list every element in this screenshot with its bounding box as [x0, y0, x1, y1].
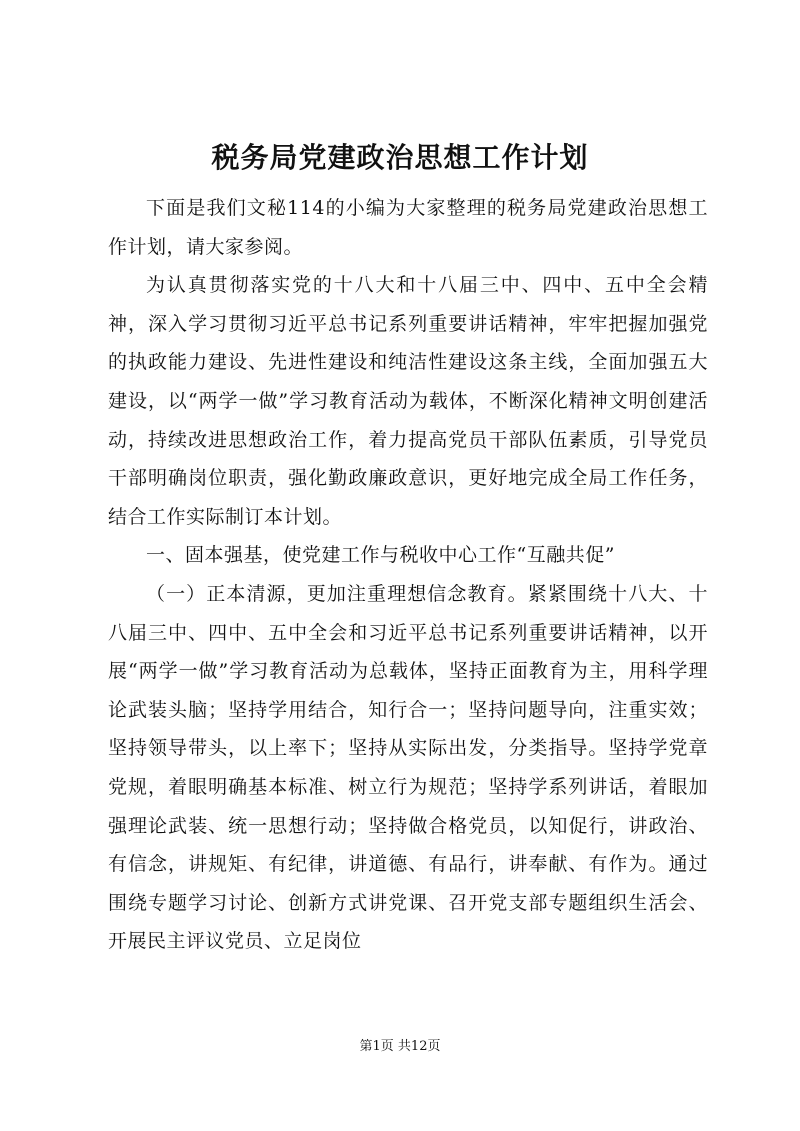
page-number-footer: 第1页 共12页: [359, 1039, 441, 1054]
document-title: 税务局党建政治思想工作计划: [211, 141, 589, 174]
section-heading: 一、固本强基，使党建工作与税收中心工作“互融共促”: [146, 544, 615, 567]
purpose-paragraph: 为认真贯彻落实党的十八大和十八届三中、四中、五中全会精神，深入学习贯彻习近平总书记系列重要讲话精神，牢牢把握加强党的执政能力建设、先进性建设和纯洁性建设这条主线，全面加强五大建设，以“两学一做”学习教育活动为载体，不断深化精神文明创建活动，持续改进思想政治工作，着力提高党员干部队伍素质，引导党员干部明确岗位职责，强化勤政廉政意识，更好地完成全局工作任务，结合工作实际制订本计划。: [108, 274, 708, 528]
intro-paragraph: 下面是我们文秘114的小编为大家整理的税务局党建政治思想工作计划，请大家参阅。: [108, 197, 708, 258]
subsection-paragraph: （一）正本清源，更加注重理想信念教育。紧紧围绕十八大、十八届三中、四中、五中全会和习近平总书记系列重要讲话精神，以开展“两学一做”学习教育活动为总载体，坚持正面教育为主，用科学理论武装头脑；坚持学用结合，知行合一；坚持问题导向，注重实效；坚持领导带头，以上率下；坚持从实际出发，分类指导。坚持学党章党规，着眼明确基本标准、树立行为规范；坚持学系列讲话，着眼加强理论武装、统一思想行动；坚持做合格党员，以知促行，讲政治、有信念，讲规矩、有纪律，讲道德、有品行，讲奉献、有作为。通过围绕专题学习讨论、创新方式讲党课、召开党支部专题组织生活会、开展民主评议党员、立足岗位: [108, 582, 708, 953]
document-body: [108, 189, 708, 961]
